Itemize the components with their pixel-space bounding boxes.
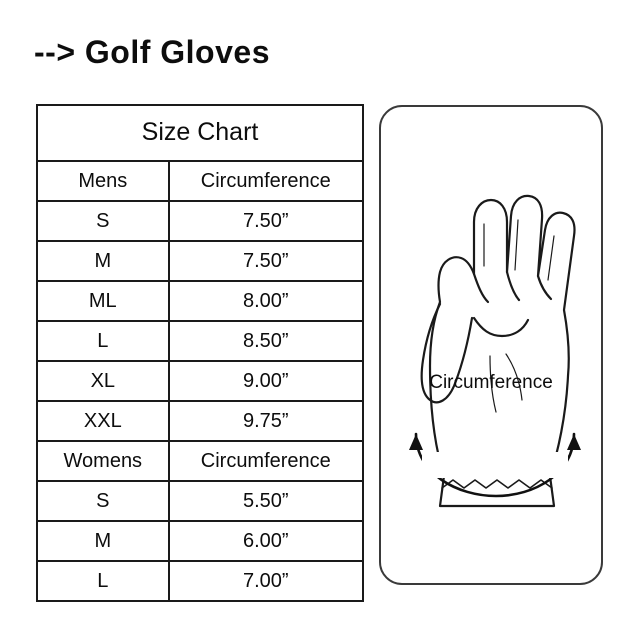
- table-row: [38, 201, 362, 241]
- table-row: [38, 361, 362, 401]
- table-row: [38, 321, 362, 361]
- row-value: 7.50”: [169, 201, 362, 241]
- table-row: [38, 441, 362, 481]
- row-value: Circumference: [169, 441, 362, 481]
- row-size: S: [38, 201, 169, 241]
- row-size: L: [38, 321, 169, 361]
- glove-illustration-panel: [378, 104, 604, 586]
- page-title: --> Golf Gloves: [34, 34, 270, 70]
- row-size: L: [38, 561, 169, 600]
- row-size: M: [38, 521, 169, 561]
- table-row: [38, 241, 362, 281]
- label-backdrop: [422, 452, 568, 478]
- table-row: [38, 481, 362, 521]
- row-size: XL: [38, 361, 169, 401]
- table-row: [38, 401, 362, 441]
- row-value: 6.00”: [169, 521, 362, 561]
- row-value: Circumference: [169, 162, 362, 201]
- row-value: 7.00”: [243, 569, 289, 592]
- row-size: Mens: [38, 162, 169, 201]
- size-chart-title: Size Chart: [38, 106, 362, 162]
- row-value: 9.75”: [169, 401, 362, 441]
- size-chart-card: [36, 104, 364, 602]
- row-size: Womens: [38, 441, 169, 481]
- row-size: XXL: [38, 401, 169, 441]
- row-size: M: [38, 241, 169, 281]
- row-value: 7.50”: [169, 241, 362, 281]
- row-size: ML: [38, 281, 169, 321]
- row-value: 8.50”: [169, 321, 362, 361]
- row-value: 8.00”: [169, 281, 362, 321]
- table-row: [38, 521, 362, 561]
- size-chart-table: [38, 162, 362, 600]
- row-value: 5.50”: [169, 481, 362, 521]
- row-value: 9.00”: [169, 361, 362, 401]
- table-row: [38, 281, 362, 321]
- row-size: S: [38, 481, 169, 521]
- table-row: [38, 162, 362, 201]
- table-row: [38, 561, 362, 600]
- circumference-label: Circumference: [429, 372, 553, 393]
- glove-diagram-svg: [378, 104, 604, 586]
